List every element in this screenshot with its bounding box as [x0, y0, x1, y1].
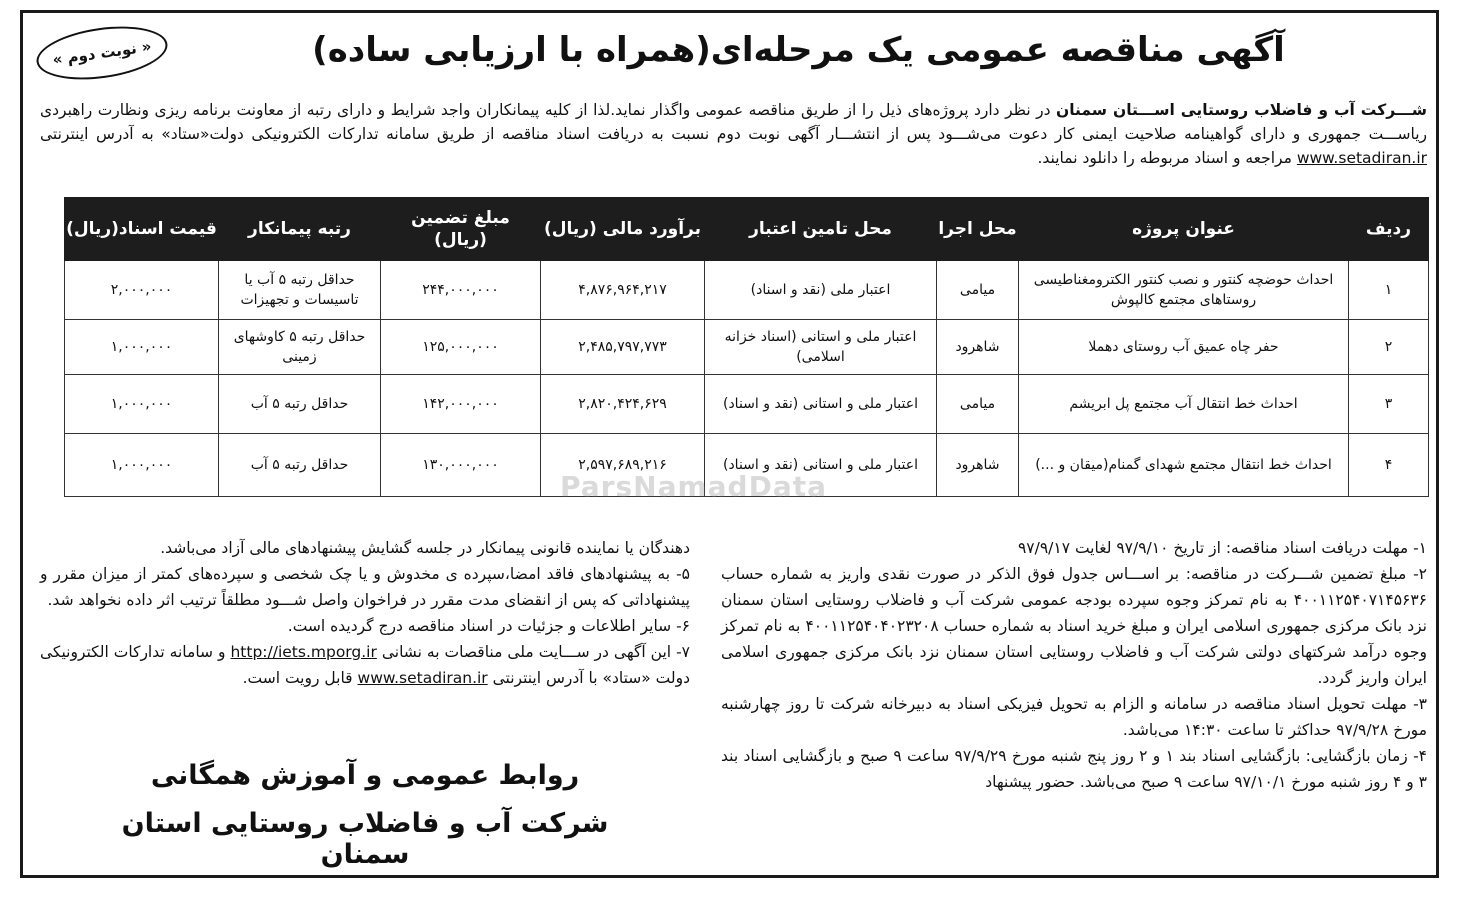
- note-7-text-c: قابل رویت است.: [242, 669, 358, 687]
- col-header-guarantee: مبلغ تضمین (ریال): [381, 198, 541, 261]
- col-header-price: قیمت اسناد(ریال): [65, 198, 219, 261]
- cell-grade: حداقل رتبه ۵ آب: [219, 434, 381, 497]
- setad-link-2[interactable]: www.setadiran.ir: [357, 669, 488, 687]
- note-2: ۲- مبلغ تضمین شـــرکت در مناقصه: بر اســـاس جدول فوق الذکر در صورت نقدی واریز به شماره حساب ۴۰۰۱۱۲۵۴۰۷۱۴۵۶۳۶ به نام تمرکز وجوه سپرده بودجه عمومی شرکت آب و فاضلاب روستایی استان سمنان نزد بانک مرکزی جمهوری اسلامی ایران و مبلغ خرید اسناد به شماره حساب ۴۰۰۱۱۲۵۴۰۴۰۲۳۲۰۸ به نام تمرکز وجوه درآمد شرکتهای دولتی شرکت آب و فاضلاب روستایی استان سمنان نزد بانک مرکزی جمهوری اسلامی ایران واریز گردد.: [721, 565, 1427, 687]
- page-title: آگهی مناقصه عمومی یک مرحله‌ای(همراه با ارزیابی ساده): [312, 30, 1285, 70]
- cell-title: حفر چاه عمیق آب روستای دهملا: [1019, 320, 1349, 375]
- col-header-estimate: برآورد مالی (ریال): [541, 198, 705, 261]
- cell-fund: اعتبار ملی و استانی (اسناد خزانه اسلامی): [705, 320, 937, 375]
- intro-paragraph: [40, 98, 1427, 170]
- cell-title: احداث خط انتقال مجتمع شهدای گمنام(میقان و ...): [1019, 434, 1349, 497]
- cell-grade: حداقل رتبه ۵ آب یا تاسیسات و تجهیزات: [219, 261, 381, 320]
- cell-place: میامی: [937, 375, 1019, 434]
- cell-no: ۲: [1349, 320, 1429, 375]
- iets-link[interactable]: http://iets.mporg.ir: [230, 643, 377, 661]
- col-header-fund: محل تامین اعتبار: [705, 198, 937, 261]
- cell-title: احداث خط انتقال آب مجتمع پل ابریشم: [1019, 375, 1349, 434]
- cell-estimate: ۲,۵۹۷,۶۸۹,۲۱۶: [541, 434, 705, 497]
- intro-text-2: مراجعه و اسناد مربوطه را دانلود نمایند.: [1037, 149, 1297, 167]
- cell-place: میامی: [937, 261, 1019, 320]
- cell-title: احداث حوضچه کنتور و نصب کنتور الکترومغناطیسی روستاهای مجتمع کالپوش: [1019, 261, 1349, 320]
- note-4: ۴- زمان بازگشایی: بازگشایی اسناد بند ۱ و ۲ روز پنج شنبه مورخ ۹۷/۹/۲۹ ساعت ۹ صبح و بازگشایی اسناد بند ۳ و ۴ روز شنبه مورخ ۹۷/۱۰/۱ ساعت ۹ صبح می‌باشد. حضور پیشنهاد: [721, 747, 1427, 791]
- cell-no: ۳: [1349, 375, 1429, 434]
- note-5: ۵- به پیشنهادهای فاقد امضا،سپرده ی مخدوش و یا چک شخصی و سپرده‌های کمتر از میزان مقرر و پیشنهاداتی که پس از انقضای مدت مقرر در فراخوان واصل شـــود مطلقاً ترتیب اثر داده نخواهد شد.: [40, 565, 690, 609]
- note-7-text-a: ۷- این آگهی در ســـایت ملی مناقصات به نشانی: [376, 643, 690, 661]
- cell-price: ۲,۰۰۰,۰۰۰: [65, 261, 219, 320]
- cell-grade: حداقل رتبه ۵ کاوشهای زمینی: [219, 320, 381, 375]
- cell-fund: اعتبار ملی و استانی (نقد و اسناد): [705, 375, 937, 434]
- col-header-title: عنوان پروژه: [1019, 198, 1349, 261]
- table-row: [65, 320, 1429, 375]
- cell-fund: اعتبار ملی و استانی (نقد و اسناد): [705, 434, 937, 497]
- cell-guarantee: ۱۳۰,۰۰۰,۰۰۰: [381, 434, 541, 497]
- cell-estimate: ۲,۸۲۰,۴۲۴,۶۲۹: [541, 375, 705, 434]
- note-6: ۶- سایر اطلاعات و جزئیات در اسناد مناقصه درج گردیده است.: [287, 617, 690, 635]
- cell-guarantee: ۱۲۵,۰۰۰,۰۰۰: [381, 320, 541, 375]
- table-header-row: [65, 198, 1429, 261]
- company-name: شـــرکت آب و فاضلاب روستایی اســـتان سمنان: [1056, 101, 1427, 119]
- projects-table: [64, 197, 1429, 497]
- note-7: [40, 639, 690, 691]
- notes-left-column: [40, 535, 690, 691]
- signature-line-2: شرکت آب و فاضلاب روستایی استان سمنان: [121, 808, 609, 870]
- intro-text-1: در نظر دارد پروژه‌های ذیل را از طریق مناقصه عمومی واگذار نماید.لذا از کلیه پیمانکاران واجد شرایط و دارای رتبه از معاونت برنامه ریزی ونظارت راهبردی ریاســـت جمهوری و دارای گواهینامه صلاحیت ایمنی کار دعوت می‌شـــود پس از انتشـــار آگهی نوبت دوم نسبت به دریافت اسناد مناقصه از طریق سامانه تدارکات الکترونیکی دولت«ستاد» به آدرس اینترنتی: [40, 101, 1427, 143]
- cell-price: ۱,۰۰۰,۰۰۰: [65, 320, 219, 375]
- table-row: [65, 261, 1429, 320]
- turn-badge: « نوبت دوم »: [33, 19, 171, 87]
- note-7-text-b: و سامانه تدارکات الکترونیکی دولت «ستاد» با آدرس اینترنتی: [40, 643, 690, 687]
- notes-right-column: [721, 535, 1427, 795]
- cell-grade: حداقل رتبه ۵ آب: [219, 375, 381, 434]
- cell-fund: اعتبار ملی (نقد و اسناد): [705, 261, 937, 320]
- cell-place: شاهرود: [937, 320, 1019, 375]
- cell-no: ۱: [1349, 261, 1429, 320]
- cell-price: ۱,۰۰۰,۰۰۰: [65, 434, 219, 497]
- cell-no: ۴: [1349, 434, 1429, 497]
- col-header-grade: رتبه پیمانکار: [219, 198, 381, 261]
- cell-price: ۱,۰۰۰,۰۰۰: [65, 375, 219, 434]
- setad-link[interactable]: www.setadiran.ir: [1296, 149, 1427, 167]
- cell-guarantee: ۱۴۲,۰۰۰,۰۰۰: [381, 375, 541, 434]
- cell-estimate: ۴,۸۷۶,۹۶۴,۲۱۷: [541, 261, 705, 320]
- cell-place: شاهرود: [937, 434, 1019, 497]
- watermark: ParsNamadData: [560, 470, 827, 503]
- signature-line-1: روابط عمومی و آموزش همگانی: [150, 760, 580, 791]
- note-4-continued: دهندگان یا نماینده قانونی پیمانکار در جلسه گشایش پیشنهادهای مالی آزاد می‌باشد.: [160, 539, 690, 557]
- cell-guarantee: ۲۴۴,۰۰۰,۰۰۰: [381, 261, 541, 320]
- cell-estimate: ۲,۴۸۵,۷۹۷,۷۷۳: [541, 320, 705, 375]
- col-header-place: محل اجرا: [937, 198, 1019, 261]
- col-header-no: ردیف: [1349, 198, 1429, 261]
- note-1: ۱- مهلت دریافت اسناد مناقصه: از تاریخ ۹۷/۹/۱۰ لغایت ۹۷/۹/۱۷: [1017, 539, 1427, 557]
- note-3: ۳- مهلت تحویل اسناد مناقصه در سامانه و الزام به تحویل فیزیکی اسناد به دبیرخانه شرکت تا روز چهارشنبه مورخ ۹۷/۹/۲۸ حداکثر تا ساعت ۱۴:۳۰ می‌باشد.: [721, 695, 1427, 739]
- table-row: [65, 375, 1429, 434]
